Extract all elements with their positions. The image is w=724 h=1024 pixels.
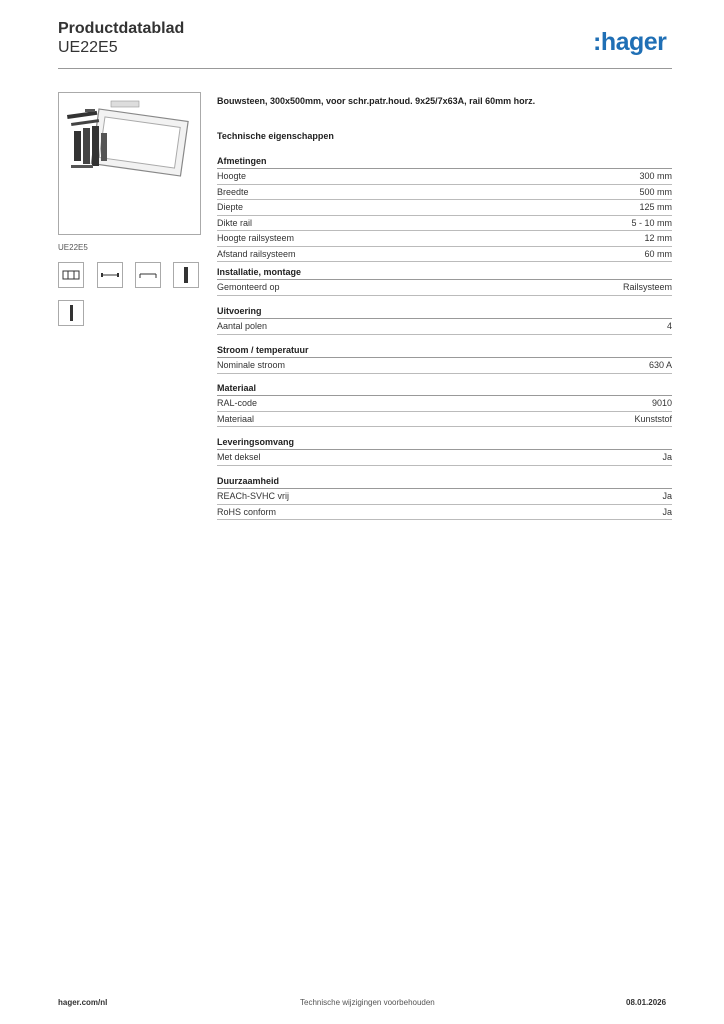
spec-label: RAL-code xyxy=(217,398,258,408)
spec-row xyxy=(217,450,672,466)
spec-row xyxy=(217,319,672,335)
product-image xyxy=(58,92,201,235)
spec-label: Materiaal xyxy=(217,413,255,424)
spec-label: Breedte xyxy=(217,186,249,197)
spec-row xyxy=(217,358,672,374)
spec-row xyxy=(217,200,672,216)
spec-label: Aantal polen xyxy=(217,321,268,331)
spec-value: 4 xyxy=(666,321,672,331)
tech-properties-title: Technische eigenschappen xyxy=(217,131,334,141)
spec-value: Railsysteem xyxy=(622,282,672,292)
spec-value: 630 A xyxy=(648,360,672,370)
spec-label: Hoogte railsysteem xyxy=(217,233,295,243)
spec-row xyxy=(217,247,672,263)
spec-label: Gemonteerd op xyxy=(217,282,280,292)
spec-value: 300 mm xyxy=(639,171,672,181)
spec-value: Kunststof xyxy=(634,413,672,424)
page-title: Productdatablad xyxy=(58,20,185,37)
spec-row xyxy=(217,169,672,185)
spec-value: 60 mm xyxy=(644,248,672,259)
spec-row xyxy=(217,231,672,247)
hager-logo: :hager xyxy=(593,28,667,56)
footer-disclaimer: Technische wijzigingen voorbehouden xyxy=(300,998,435,1007)
footer-website-link[interactable]: hager.com/nl xyxy=(58,998,108,1007)
section-title: Installatie, montage xyxy=(217,265,672,280)
spec-row xyxy=(217,185,672,201)
section-duurzaamheid xyxy=(217,474,672,520)
spec-row xyxy=(217,216,672,232)
spec-label: Nominale stroom xyxy=(217,360,286,370)
section-installatie xyxy=(217,265,672,296)
section-leveringsomvang xyxy=(217,435,672,466)
section-materiaal xyxy=(217,381,672,427)
spec-row xyxy=(217,396,672,412)
spec-row xyxy=(217,280,672,296)
spec-value: 12 mm xyxy=(644,233,672,243)
spec-row xyxy=(217,489,672,505)
spec-value: Ja xyxy=(662,452,672,462)
spec-label: Met deksel xyxy=(217,452,261,462)
spec-value: 9010 xyxy=(651,398,672,408)
footer-date: 08.01.2026 xyxy=(626,998,667,1007)
section-title: Materiaal xyxy=(217,381,672,396)
header-divider xyxy=(58,68,672,69)
spec-label: Afstand railsysteem xyxy=(217,248,296,259)
thumbnail-side-view[interactable] xyxy=(135,262,161,288)
spec-value: 5 - 10 mm xyxy=(631,217,672,228)
thumbnail-top-view[interactable] xyxy=(97,262,123,288)
product-code: UE22E5 xyxy=(58,39,118,56)
section-afmetingen xyxy=(217,154,672,262)
section-uitvoering xyxy=(217,304,672,335)
spec-row xyxy=(217,505,672,521)
spec-value: 500 mm xyxy=(639,186,672,197)
section-title: Duurzaamheid xyxy=(217,474,672,489)
thumbnail-rail-view[interactable] xyxy=(173,262,199,288)
section-title: Stroom / temperatuur xyxy=(217,343,672,358)
section-title: Uitvoering xyxy=(217,304,672,319)
spec-label: Hoogte xyxy=(217,171,247,181)
image-caption: UE22E5 xyxy=(58,243,88,252)
section-title: Leveringsomvang xyxy=(217,435,672,450)
spec-value: Ja xyxy=(662,491,672,501)
section-title: Afmetingen xyxy=(217,154,672,169)
spec-value: 125 mm xyxy=(639,202,672,212)
spec-label: RoHS conform xyxy=(217,506,277,517)
spec-row xyxy=(217,412,672,428)
product-description: Bouwsteen, 300x500mm, voor schr.patr.houd. 9x25/7x63A, rail 60mm horz. xyxy=(217,96,536,106)
thumbnail-bar-view[interactable] xyxy=(58,300,84,326)
spec-label: Dikte rail xyxy=(217,217,253,228)
spec-label: REACh-SVHC vrij xyxy=(217,491,290,501)
spec-label: Diepte xyxy=(217,202,244,212)
section-stroom xyxy=(217,343,672,374)
thumbnail-front-view[interactable] xyxy=(58,262,84,288)
spec-value: Ja xyxy=(662,506,672,517)
